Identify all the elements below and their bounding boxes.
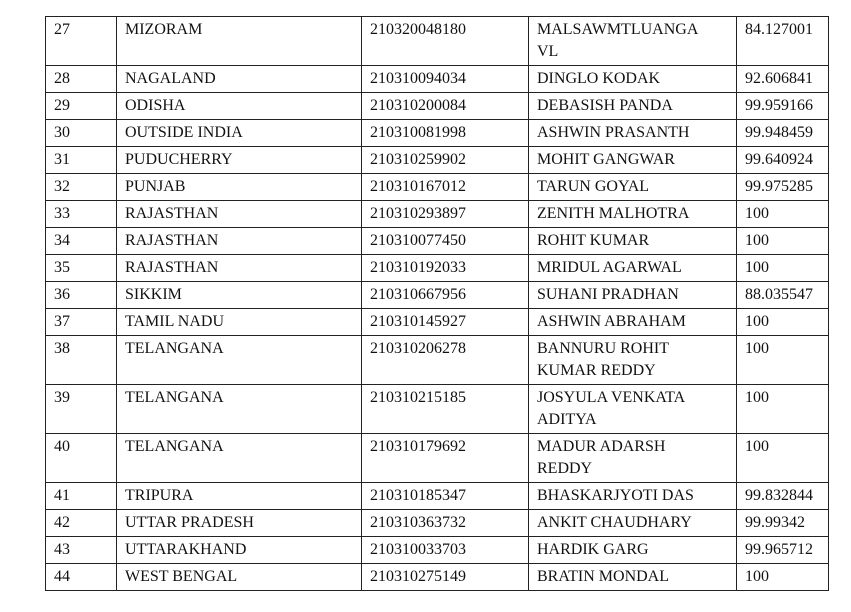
roll-number-cell <box>362 228 529 255</box>
roll-number-cell <box>362 336 529 385</box>
state-cell <box>117 336 362 385</box>
percentile-cell-text: 100 <box>745 389 769 406</box>
serial-number-cell-text: 32 <box>54 178 70 195</box>
roll-number-cell-text: 210310293897 <box>370 205 466 222</box>
table-row <box>46 255 829 282</box>
table-row <box>46 147 829 174</box>
serial-number-cell-text: 35 <box>54 259 70 276</box>
table-row <box>46 66 829 93</box>
serial-number-cell <box>46 17 117 66</box>
candidate-name-cell-text: VL <box>537 43 559 60</box>
candidate-name-cell <box>529 66 737 93</box>
serial-number-cell <box>46 336 117 385</box>
roll-number-cell <box>362 174 529 201</box>
serial-number-cell <box>46 201 117 228</box>
state-cell-text: TELANGANA <box>125 340 224 357</box>
state-cell-text: OUTSIDE INDIA <box>125 124 243 141</box>
serial-number-cell <box>46 255 117 282</box>
percentile-cell <box>737 120 829 147</box>
serial-number-cell-text: 38 <box>54 340 70 357</box>
candidate-name-cell-text: BHASKARJYOTI DAS <box>537 487 694 504</box>
state-cell <box>117 17 362 66</box>
serial-number-cell-text: 44 <box>54 568 70 585</box>
roll-number-cell-text: 210310192033 <box>370 259 466 276</box>
candidate-name-cell-text: ROHIT KUMAR <box>537 232 650 249</box>
roll-number-cell <box>362 255 529 282</box>
table-row <box>46 336 829 385</box>
roll-number-cell <box>362 385 529 434</box>
table-row <box>46 434 829 483</box>
serial-number-cell-text: 43 <box>54 541 70 558</box>
table-row <box>46 309 829 336</box>
state-cell <box>117 282 362 309</box>
candidate-name-cell <box>529 309 737 336</box>
serial-number-cell <box>46 537 117 564</box>
roll-number-cell-text: 210310259902 <box>370 151 466 168</box>
candidate-name-cell <box>529 201 737 228</box>
percentile-cell <box>737 66 829 93</box>
candidate-name-cell <box>529 174 737 201</box>
serial-number-cell <box>46 174 117 201</box>
serial-number-cell-text: 37 <box>54 313 70 330</box>
serial-number-cell-text: 39 <box>54 389 70 406</box>
table-row <box>46 564 829 591</box>
serial-number-cell <box>46 483 117 510</box>
candidate-name-cell-text: BANNURU ROHIT <box>537 340 669 357</box>
roll-number-cell <box>362 66 529 93</box>
percentile-cell-text: 100 <box>745 259 769 276</box>
roll-number-cell-text: 210310275149 <box>370 568 466 585</box>
candidate-name-cell-text: ASHWIN PRASANTH <box>537 124 690 141</box>
percentile-cell-text: 99.959166 <box>745 97 813 114</box>
candidate-name-cell-text: ZENITH MALHOTRA <box>537 205 690 222</box>
candidate-name-cell-text: SUHANI PRADHAN <box>537 286 679 303</box>
percentile-cell <box>737 564 829 591</box>
percentile-cell <box>737 483 829 510</box>
state-cell <box>117 434 362 483</box>
results-table-body <box>46 17 829 591</box>
state-cell <box>117 309 362 336</box>
candidate-name-cell-text: KUMAR REDDY <box>537 362 656 379</box>
state-cell <box>117 174 362 201</box>
state-cell-text: TAMIL NADU <box>125 313 224 330</box>
percentile-cell-text: 100 <box>745 438 769 455</box>
percentile-cell-text: 100 <box>745 340 769 357</box>
candidate-name-cell <box>529 282 737 309</box>
serial-number-cell <box>46 510 117 537</box>
roll-number-cell <box>362 120 529 147</box>
candidate-name-cell <box>529 385 737 434</box>
state-cell-text: RAJASTHAN <box>125 232 219 249</box>
percentile-cell <box>737 537 829 564</box>
percentile-cell <box>737 385 829 434</box>
table-row <box>46 510 829 537</box>
serial-number-cell <box>46 66 117 93</box>
state-cell-text: PUNJAB <box>125 178 186 195</box>
candidate-name-cell <box>529 483 737 510</box>
candidate-name-cell-text: HARDIK GARG <box>537 541 649 558</box>
serial-number-cell <box>46 385 117 434</box>
percentile-cell-text: 99.99342 <box>745 514 805 531</box>
state-cell <box>117 93 362 120</box>
roll-number-cell <box>362 201 529 228</box>
serial-number-cell-text: 41 <box>54 487 70 504</box>
percentile-cell <box>737 510 829 537</box>
table-row <box>46 201 829 228</box>
serial-number-cell <box>46 93 117 120</box>
candidate-name-cell-text: MALSAWMTLUANGA <box>537 21 699 38</box>
state-cell-text: ODISHA <box>125 97 186 114</box>
roll-number-cell <box>362 309 529 336</box>
percentile-cell-text: 99.965712 <box>745 541 813 558</box>
serial-number-cell-text: 27 <box>54 21 70 38</box>
roll-number-cell-text: 210310179692 <box>370 438 466 455</box>
candidate-name-cell-text: JOSYULA VENKATA <box>537 389 686 406</box>
roll-number-cell-text: 210310206278 <box>370 340 466 357</box>
state-cell-text: WEST BENGAL <box>125 568 238 585</box>
percentile-cell <box>737 309 829 336</box>
candidate-name-cell-text: TARUN GOYAL <box>537 178 650 195</box>
state-cell-text: TELANGANA <box>125 438 224 455</box>
table-row <box>46 174 829 201</box>
table-row <box>46 228 829 255</box>
candidate-name-cell-text: ANKIT CHAUDHARY <box>537 514 692 531</box>
percentile-cell <box>737 147 829 174</box>
roll-number-cell-text: 210310363732 <box>370 514 466 531</box>
roll-number-cell <box>362 93 529 120</box>
candidate-name-cell-text: MRIDUL AGARWAL <box>537 259 682 276</box>
table-row <box>46 17 829 66</box>
roll-number-cell <box>362 147 529 174</box>
candidate-name-cell <box>529 434 737 483</box>
state-cell <box>117 66 362 93</box>
state-cell-text: UTTARAKHAND <box>125 541 247 558</box>
roll-number-cell-text: 210310094034 <box>370 70 466 87</box>
roll-number-cell-text: 210310077450 <box>370 232 466 249</box>
percentile-cell-text: 92.606841 <box>745 70 813 87</box>
percentile-cell-text: 100 <box>745 568 769 585</box>
roll-number-cell-text: 210310667956 <box>370 286 466 303</box>
candidate-name-cell-text: MOHIT GANGWAR <box>537 151 675 168</box>
state-cell-text: UTTAR PRADESH <box>125 514 254 531</box>
percentile-cell-text: 100 <box>745 313 769 330</box>
roll-number-cell <box>362 537 529 564</box>
candidate-name-cell-text: BRATIN MONDAL <box>537 568 669 585</box>
percentile-cell <box>737 255 829 282</box>
candidate-name-cell <box>529 120 737 147</box>
percentile-cell <box>737 17 829 66</box>
roll-number-cell-text: 210310145927 <box>370 313 466 330</box>
candidate-name-cell-text: DEBASISH PANDA <box>537 97 673 114</box>
roll-number-cell-text: 210310167012 <box>370 178 466 195</box>
percentile-cell-text: 99.640924 <box>745 151 813 168</box>
roll-number-cell <box>362 510 529 537</box>
roll-number-cell-text: 210320048180 <box>370 21 466 38</box>
serial-number-cell-text: 28 <box>54 70 70 87</box>
serial-number-cell-text: 33 <box>54 205 70 222</box>
state-cell-text: SIKKIM <box>125 286 182 303</box>
state-cell <box>117 483 362 510</box>
roll-number-cell <box>362 434 529 483</box>
state-cell-text: PUDUCHERRY <box>125 151 233 168</box>
state-cell-text: NAGALAND <box>125 70 216 87</box>
table-row <box>46 537 829 564</box>
candidate-name-cell-text: ADITYA <box>537 411 597 428</box>
percentile-cell-text: 99.948459 <box>745 124 813 141</box>
roll-number-cell-text: 210310200084 <box>370 97 466 114</box>
table-row <box>46 120 829 147</box>
state-cell <box>117 537 362 564</box>
table-row <box>46 483 829 510</box>
percentile-cell-text: 99.975285 <box>745 178 813 195</box>
candidate-name-cell <box>529 510 737 537</box>
percentile-cell <box>737 434 829 483</box>
serial-number-cell-text: 42 <box>54 514 70 531</box>
percentile-cell-text: 84.127001 <box>745 21 813 38</box>
table-row <box>46 282 829 309</box>
serial-number-cell-text: 40 <box>54 438 70 455</box>
percentile-cell-text: 99.832844 <box>745 487 813 504</box>
percentile-cell-text: 100 <box>745 232 769 249</box>
state-cell-text: RAJASTHAN <box>125 205 219 222</box>
serial-number-cell <box>46 282 117 309</box>
candidate-name-cell <box>529 564 737 591</box>
roll-number-cell <box>362 17 529 66</box>
percentile-cell <box>737 282 829 309</box>
results-table <box>45 16 829 591</box>
percentile-cell <box>737 228 829 255</box>
roll-number-cell <box>362 483 529 510</box>
candidate-name-cell <box>529 255 737 282</box>
serial-number-cell <box>46 434 117 483</box>
serial-number-cell-text: 30 <box>54 124 70 141</box>
state-cell-text: TRIPURA <box>125 487 194 504</box>
table-row <box>46 385 829 434</box>
serial-number-cell <box>46 564 117 591</box>
percentile-cell <box>737 201 829 228</box>
percentile-cell <box>737 93 829 120</box>
candidate-name-cell <box>529 147 737 174</box>
roll-number-cell-text: 210310081998 <box>370 124 466 141</box>
state-cell <box>117 201 362 228</box>
roll-number-cell-text: 210310185347 <box>370 487 466 504</box>
state-cell <box>117 147 362 174</box>
candidate-name-cell-text: MADUR ADARSH <box>537 438 666 455</box>
serial-number-cell-text: 29 <box>54 97 70 114</box>
serial-number-cell-text: 36 <box>54 286 70 303</box>
candidate-name-cell <box>529 93 737 120</box>
serial-number-cell-text: 34 <box>54 232 70 249</box>
percentile-cell-text: 88.035547 <box>745 286 813 303</box>
state-cell <box>117 120 362 147</box>
candidate-name-cell-text: ASHWIN ABRAHAM <box>537 313 686 330</box>
candidate-name-cell <box>529 17 737 66</box>
serial-number-cell <box>46 120 117 147</box>
state-cell <box>117 228 362 255</box>
state-cell-text: MIZORAM <box>125 21 203 38</box>
state-cell <box>117 255 362 282</box>
percentile-cell-text: 100 <box>745 205 769 222</box>
candidate-name-cell-text: DINGLO KODAK <box>537 70 661 87</box>
state-cell-text: TELANGANA <box>125 389 224 406</box>
state-cell <box>117 510 362 537</box>
serial-number-cell-text: 31 <box>54 151 70 168</box>
candidate-name-cell <box>529 537 737 564</box>
table-row <box>46 93 829 120</box>
state-cell <box>117 564 362 591</box>
state-cell-text: RAJASTHAN <box>125 259 219 276</box>
roll-number-cell-text: 210310033703 <box>370 541 466 558</box>
candidate-name-cell-text: REDDY <box>537 460 593 477</box>
candidate-name-cell <box>529 336 737 385</box>
percentile-cell <box>737 174 829 201</box>
serial-number-cell <box>46 309 117 336</box>
roll-number-cell-text: 210310215185 <box>370 389 466 406</box>
serial-number-cell <box>46 228 117 255</box>
state-cell <box>117 385 362 434</box>
roll-number-cell <box>362 564 529 591</box>
candidate-name-cell <box>529 228 737 255</box>
roll-number-cell <box>362 282 529 309</box>
percentile-cell <box>737 336 829 385</box>
serial-number-cell <box>46 147 117 174</box>
